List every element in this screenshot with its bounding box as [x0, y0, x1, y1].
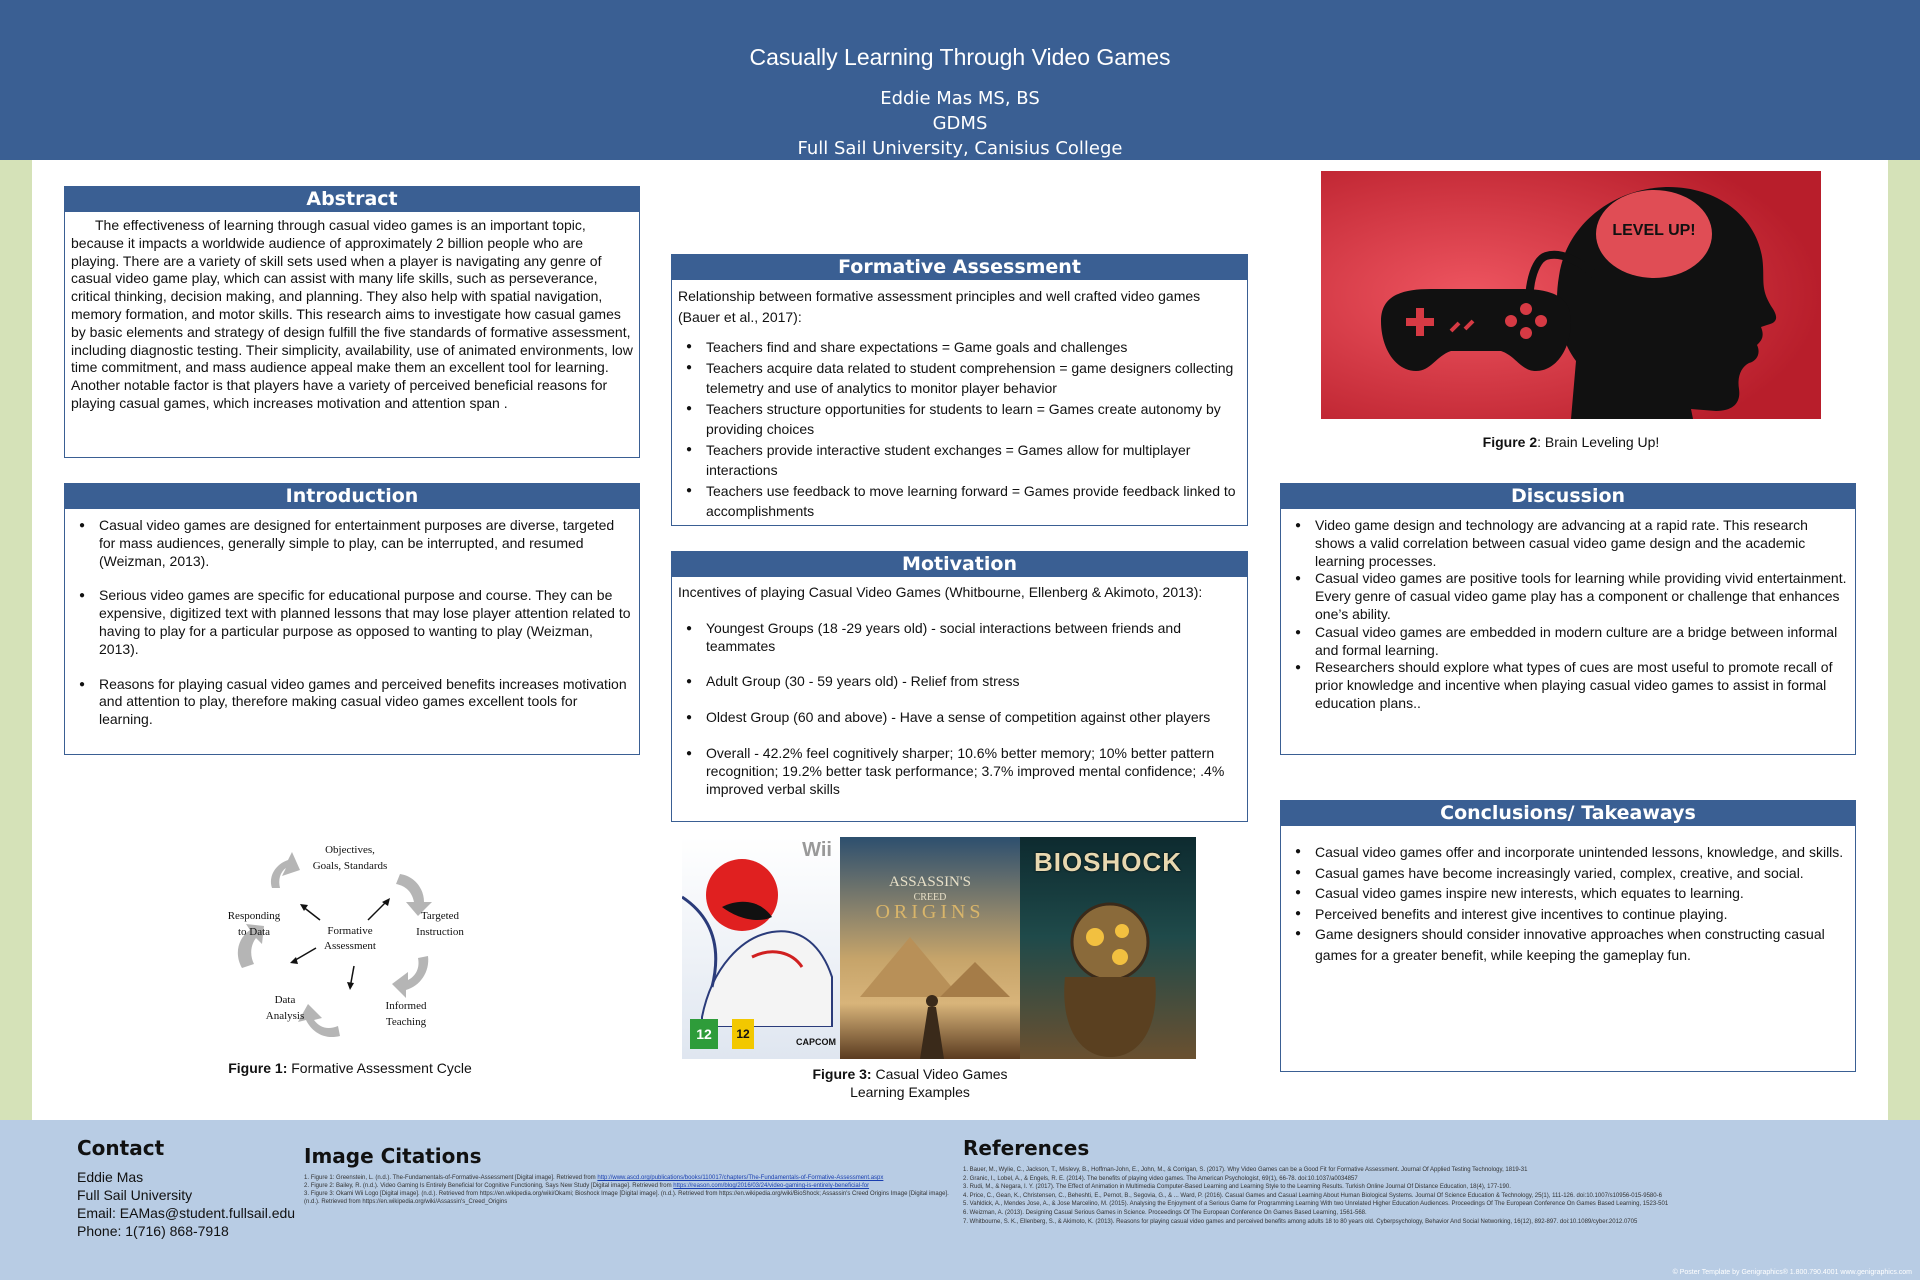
- okami-rating-badge: 12: [690, 1019, 718, 1049]
- poster-title: Casually Learning Through Video Games: [749, 44, 1171, 70]
- list-item: ● Teachers find and share expectations = Game goals and challenges: [678, 337, 1241, 358]
- motivation-list: [678, 620, 1241, 799]
- conclusions-list: [1281, 826, 1855, 970]
- node-line: Instruction: [416, 926, 464, 938]
- list-item: ● Reasons for playing casual video games and perceived benefits increases motivation and attention to play, therefore making casual video games excellent tools for learning.: [71, 676, 633, 729]
- list-item: ● Casual video games are positive tools for learning while providing vivid entertainment. Every genre of casual video game play has a component or challenge that enhances one’s ability.: [1287, 570, 1849, 623]
- ac-title-line1: ASSASSIN'S: [889, 874, 971, 890]
- reference-item: 3. Rudi, M., & Negara, I. Y. (2017). The Effect of Animation in Multimedia Computer-Based Learning and Learning Style to the Learning Results. Turkish Online Journal Of Distance Education, 18(4), 177-190.: [963, 1184, 1511, 1191]
- list-item: ● Teachers acquire data related to student comprehension = game designers collecting telemetry and use of analytics to monitor player behavior: [678, 358, 1241, 399]
- cycle-center-line2: Assessment: [324, 940, 376, 952]
- citation-number: 3.: [304, 1191, 310, 1197]
- list-item: ● Casual video games are designed for entertainment purposes are diverse, targeted for mass audiences, generally simple to play, can be interrupted, and resumed (Weizman, 2013).: [71, 517, 633, 570]
- list-item: ● Oldest Group (60 and above) - Have a sense of competition against other players: [678, 709, 1241, 727]
- ac-title-line3: ORIGINS: [875, 901, 985, 923]
- image-citations-heading: Image Citations: [304, 1144, 482, 1168]
- capcom-logo: CAPCOM: [796, 1037, 836, 1047]
- assassins-creed-cover: [840, 837, 1020, 1059]
- citation-number: 2.: [304, 1183, 310, 1189]
- list-item: ● Teachers use feedback to move learning forward = Games provide feedback linked to accomplishments: [678, 481, 1241, 522]
- cycle-center-label: [310, 924, 390, 954]
- figure3-caption-bold: Figure 3:: [812, 1066, 872, 1082]
- game-controller-icon: [1361, 221, 1661, 381]
- program-name: GDMS: [932, 113, 988, 134]
- node-line: Analysis: [265, 1010, 305, 1022]
- citation-link[interactable]: http://www.ascd.org/publications/books/110017/chapters/The-Fundamentals-of-Formative-Assessment.aspx: [597, 1175, 884, 1181]
- figure1-caption-bold: Figure 1:: [228, 1060, 288, 1076]
- figure3-caption-line2: Learning Examples: [850, 1084, 970, 1100]
- contact-section: [77, 1136, 317, 1240]
- reference-item: 5. Vahldick, A., Mendes Jose, A., & Jose Marcelino, M. (2015). Analysing the Enjoyment of a Serious Game for Programming Learning With two Unrelated Higher Education Audiences. Proceedings Of The European Conference On Games Based Learning, 1523-501: [963, 1201, 1669, 1208]
- citation-number: 1.: [304, 1175, 310, 1181]
- motivation-heading: Motivation: [672, 552, 1247, 577]
- cycle-center-line1: Formative: [327, 925, 373, 937]
- node-line: Objectives,: [325, 844, 375, 856]
- bioshock-title: BIOSHOCK: [1033, 847, 1183, 877]
- formative-heading: Formative Assessment: [672, 255, 1247, 280]
- list-item: ● Casual video games offer and incorporate unintended lessons, knowledge, and skills.: [1287, 842, 1849, 863]
- list-item: ● Video game design and technology are advancing at a rapid rate. This research shows a valid correlation between casual video game design and the academic learning processes.: [1287, 517, 1849, 570]
- reference-item: 2. Granic, I., Lobel, A., & Engels, R. E. (2014). The benefits of playing video games. The American Psychologist, 69(1), 66-78. doi:10.1037/a0034857: [963, 1175, 1358, 1182]
- list-item: ● Overall - 42.2% feel cognitively sharper; 10.6% better memory; 10% better pattern recognition; 19.2% better task performance; 3.7% improved mental confidence; .4% improved verbal skills: [678, 745, 1241, 798]
- formative-assessment-panel: [671, 254, 1248, 526]
- figure2-image: [1321, 171, 1821, 419]
- citation-link[interactable]: https://reason.com/blog/2016/03/24/video-gaming-is-entirely-beneficial-for: [673, 1183, 870, 1189]
- contact-phone: Phone: 1(716) 868-7918: [77, 1223, 229, 1239]
- citation-item: [304, 1174, 964, 1182]
- cycle-node-data-analysis: [250, 992, 320, 1024]
- list-item: ● Teachers provide interactive student exchanges = Games allow for multiplayer interactions: [678, 440, 1241, 481]
- list-item: ● Teachers structure opportunities for students to learn = Games create autonomy by providing choices: [678, 399, 1241, 440]
- node-line: Goals, Standards: [312, 860, 388, 872]
- introduction-panel: [64, 483, 640, 755]
- motivation-intro: Incentives of playing Casual Video Games (Whitbourne, Ellenberg & Akimoto, 2013):: [678, 584, 1203, 600]
- contact-school: Full Sail University: [77, 1187, 193, 1203]
- abstract-panel: [64, 186, 640, 458]
- references-heading: References: [963, 1136, 1090, 1160]
- contact-heading: Contact: [77, 1136, 165, 1160]
- figure2-caption-text: : Brain Leveling Up!: [1537, 434, 1660, 450]
- formative-intro: Relationship between formative assessment principles and well crafted video games (Bauer et al., 2017):: [678, 288, 1201, 325]
- pyramid-icon: [840, 927, 1020, 1059]
- cycle-node-responding: [214, 908, 294, 940]
- ac-title: [840, 874, 1020, 923]
- list-item: ● Serious video games are specific for educational purpose and course. They can be expensive, digitized text with planned lessons that may lose player attention related to having to play for a particular purpose as opposed to wanting to play (Weizman, 2013).: [71, 587, 633, 658]
- citation-text: Figure 3: Okami Wii Logo [Digital image]. (n.d.). Retrieved from https://en.wikipedia.org/wiki/Okami; Bioshock Image [Digital image]. (n.d.). Retrieved from https://en.wikipedia.org/wiki/BioShock; Assassin's Creed Origins Image [Digital image]. (n.d.). Retrieved from https://en.wikipedia.org/wiki/Assassin's_Creed_Origins: [304, 1191, 949, 1205]
- wii-logo: Wii: [802, 839, 832, 861]
- cycle-node-objectives: [290, 842, 410, 874]
- template-footnote: © Poster Template by Genigraphics® 1.800.790.4001 www.genigraphics.com: [1672, 1269, 1912, 1276]
- node-line: Responding: [227, 910, 281, 922]
- list-item: ● Casual video games inspire new interests, which equates to learning.: [1287, 883, 1849, 904]
- figure1-diagram: [220, 836, 480, 1056]
- contact-name: Eddie Mas: [77, 1169, 144, 1185]
- citation-item: [304, 1182, 964, 1190]
- citation-item: [304, 1190, 964, 1206]
- references-section: [963, 1136, 1683, 1226]
- list-item: ● Youngest Groups (18 -29 years old) - social interactions between friends and teammates: [678, 620, 1241, 656]
- list-item: ● Game designers should consider innovative approaches when constructing casual games for a greater benefit, while keeping the gameplay fun.: [1287, 924, 1849, 965]
- node-line: Informed: [385, 1000, 427, 1012]
- discussion-heading: Discussion: [1281, 484, 1855, 509]
- contact-email[interactable]: Email: EAMas@student.fullsail.edu: [77, 1205, 296, 1221]
- node-line: Targeted: [420, 910, 460, 922]
- discussion-list: [1281, 509, 1855, 718]
- figure2-caption: [1321, 434, 1821, 450]
- level-up-text: LEVEL UP!: [1612, 222, 1696, 239]
- image-citations-section: [304, 1144, 964, 1206]
- poster-footer: [0, 1120, 1920, 1280]
- big-daddy-icon: [1040, 887, 1180, 1057]
- abstract-heading: Abstract: [65, 187, 639, 212]
- node-line: to Data: [237, 926, 271, 938]
- poster-header: [0, 0, 1920, 160]
- introduction-heading: Introduction: [65, 484, 639, 509]
- conclusions-heading: Conclusions/ Takeaways: [1281, 801, 1855, 826]
- list-item: ● Adult Group (30 - 59 years old) - Relief from stress: [678, 673, 1241, 691]
- okami-rating-badge-2: 12: [732, 1019, 754, 1049]
- bioshock-cover: [1020, 837, 1196, 1059]
- figure2-caption-bold: Figure 2: [1482, 434, 1538, 450]
- left-side-band: [0, 160, 32, 1120]
- figure1-caption: [200, 1060, 500, 1076]
- list-item: ● Perceived benefits and interest give incentives to continue playing.: [1287, 904, 1849, 925]
- author-name: Eddie Mas MS, BS: [880, 88, 1040, 109]
- list-item: ● Casual video games are embedded in modern culture are a bridge between informal and formal learning.: [1287, 624, 1849, 660]
- node-line: Teaching: [385, 1016, 427, 1028]
- discussion-panel: [1280, 483, 1856, 755]
- figure3-caption-line1: Casual Video Games: [871, 1066, 1008, 1082]
- introduction-list: [65, 509, 639, 734]
- reference-item: 1. Bauer, M., Wylie, C., Jackson, T., Mislevy, B., Hoffman-John, E., John, M., & Corrigan, S. (2017). Why Video Games can be a Good Fit for Formative Assessment. Journal Of Applied Testing Technology, 1819-31: [963, 1167, 1528, 1173]
- cycle-node-targeted: [400, 908, 480, 940]
- reference-item: 7. Whitbourne, S. K., Ellenberg, S., & Akimoto, K. (2013). Reasons for playing casual video games and perceived benefits among adults 18 to 80 years old. Cyberpsychology, Behavior And Social Networking, 16(12), 892-897. doi:10.1089/cyber.2012.0705: [963, 1218, 1638, 1225]
- reference-item: 6. Weizman, A. (2013). Designing Casual Serious Games in Science. Proceedings Of The European Conference On Games Based Learning, 1561-568.: [963, 1209, 1367, 1216]
- node-line: Data: [274, 994, 296, 1006]
- figure1-caption-text: Formative Assessment Cycle: [287, 1060, 472, 1076]
- list-item: ● Casual games have become increasingly varied, complex, creative, and social.: [1287, 863, 1849, 884]
- list-item: ● Researchers should explore what types of cues are most useful to promote recall of prior knowledge and incentive when playing casual video games to assist in formal education plans..: [1287, 659, 1849, 712]
- citation-text: Figure 1: Greenstein, L. (n.d.). The-Fundamentals-of-Formative-Assessment [Digital image]. Retrieved from: [310, 1175, 598, 1181]
- reference-item: 4. Price, C., Gean, K., Christensen, C., Beheshti, E., Pernot, B., Segovia, G., & ... Ward, P. (2016). Casual Games and Casual Learning About Human Biological Systems. Journal Of Science Education & Technology, 25(1), 111-126. doi:10.1007/s10956-015-9580-6: [963, 1192, 1662, 1199]
- okami-wolf-icon: [682, 877, 840, 1027]
- abstract-text: The effectiveness of learning through casual video games is an important topic, because it impacts a worldwide audience of approximately 2 billion people who are playing. There are a variety of skill sets used when a player is navigating any genre of casual video game play, which can assist with many life skills, such as perseverance, critical thinking, decision making, and planning. They also help with spatial navigation, memory formation, and motor skills. This research aims to investigate how casual games by basic elements and strategy of design fulfill the five standards of formative assessment, including diagnostic testing. Their simplicity, availability, use of animated environments, low time commitment, and mass audience appeal make them an excellent tool for learning. Another notable factor is that players have a variety of perceived beneficial reasons for playing casual games, which increases motivation and attention span .: [71, 217, 633, 411]
- conclusions-panel: [1280, 800, 1856, 1072]
- cycle-node-informed: [366, 998, 446, 1030]
- right-side-band: [1888, 160, 1920, 1120]
- okami-cover: [682, 837, 840, 1059]
- figure3-caption: [780, 1065, 1040, 1101]
- formative-list: [678, 337, 1241, 522]
- citation-text: Figure 2: Bailey, R. (n.d.). Video Gaming Is Entirely Beneficial for Cognitive Functioning, Says New Study [Digital image]. Retrieved from: [310, 1183, 674, 1189]
- motivation-panel: [671, 551, 1248, 822]
- ac-title-line2: CREED: [913, 892, 947, 903]
- institution-name: Full Sail University, Canisius College: [797, 138, 1123, 159]
